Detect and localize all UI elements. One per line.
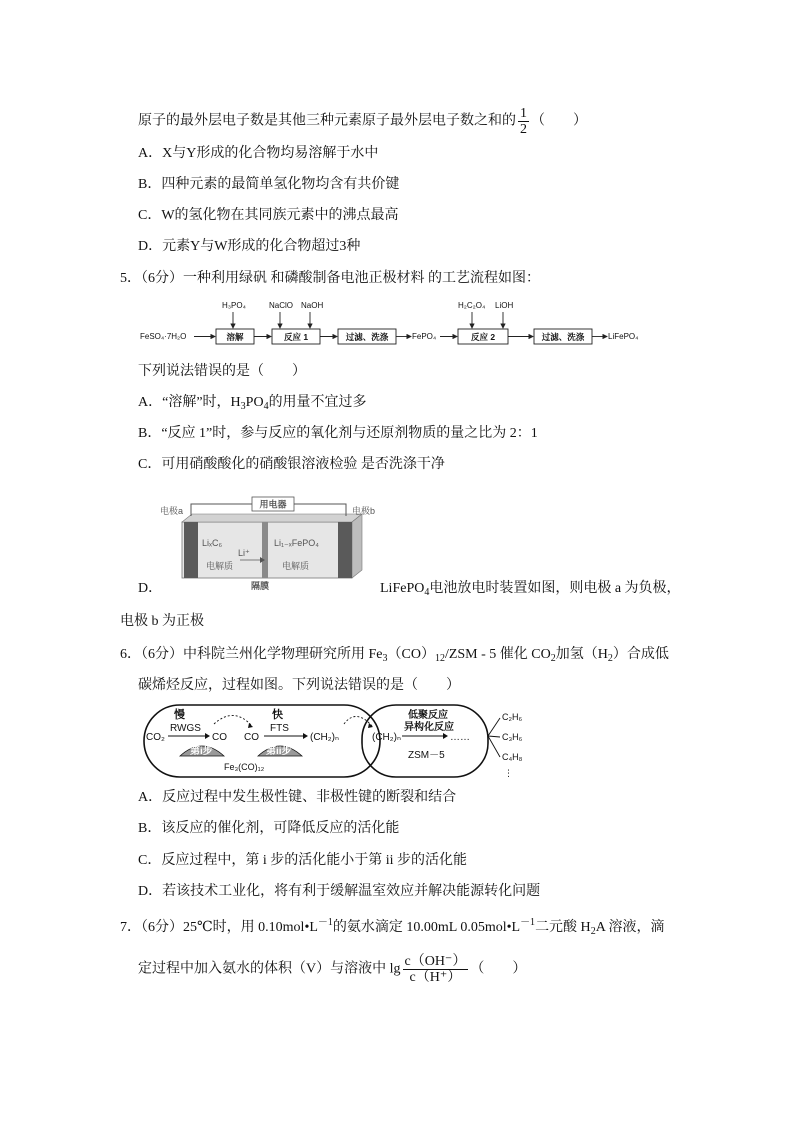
battery-device: 用电器 xyxy=(259,499,287,510)
flow-reagent-h2c2o4: H₂C₂O₄ xyxy=(458,301,486,310)
battery-ion: Li⁺ xyxy=(238,548,250,558)
q4-option-b: B．四种元素的最简单氢化物均含有共价键 xyxy=(138,177,400,192)
flow-start: FeSO₄·7H₂O xyxy=(140,332,187,341)
diag-step1: 第i步 xyxy=(190,746,213,757)
battery-left-material: LiₓC₆ xyxy=(202,538,223,548)
q5-option-d-text: LiFePO$_4$电池放电时装置如图，则电极 a 为负极， xyxy=(380,581,681,598)
q6-option-a: A．反应过程中发生极性键、非极性键的断裂和结合 xyxy=(138,790,457,805)
diag-low-olefin: 低聚反应 xyxy=(408,710,448,721)
diag-co-a: CO xyxy=(212,732,227,743)
flow-reagent-lioh: LiOH xyxy=(495,301,514,310)
flow-reagent-naclo: NaClO xyxy=(269,301,294,310)
battery-electrode-b: 电极b xyxy=(352,506,376,516)
flow-box-filter2: 过滤、洗涤 xyxy=(541,332,585,342)
diag-isomer: 异构化反应 xyxy=(404,722,454,733)
q5-prompt: 下列说法错误的是（ ） xyxy=(138,364,306,379)
diag-co-b: CO xyxy=(244,732,259,743)
flow-box-dissolve: 溶解 xyxy=(226,332,244,342)
battery-electrode-a: 电极a xyxy=(160,506,184,516)
flow-box-reaction2: 反应 2 xyxy=(470,332,496,342)
q5-option-d-line2: 电极 b 为正极 xyxy=(120,614,204,629)
diag-step2: 第ii步 xyxy=(266,746,292,757)
diag-catalyst: Fe₃(CO)₁₂ xyxy=(224,762,265,772)
flow-end: LiFePO₄ xyxy=(608,332,639,341)
diag-prod2: C₃H₆ xyxy=(502,732,523,742)
diag-ch2n-b: (CH₂)ₙ xyxy=(372,732,401,743)
q6-stem-line1: 6．（6分）中科院兰州化学物理研究所用 $Fe_3(CO)_{12}$/ZSM - 5 催化 $CO_2$加氢$(H_2)$合成低 xyxy=(120,647,669,664)
q4-option-c: C．W的氢化物在其同族元素中的沸点最高 xyxy=(138,208,399,223)
flow-reagent-naoh: NaOH xyxy=(301,301,324,310)
flow-reagent-h3po4: H₃PO₄ xyxy=(222,301,246,310)
q4-option-a: A．X与Y形成的化合物均易溶解于水中 xyxy=(138,146,379,161)
diag-zsm: ZSM－5 xyxy=(408,750,445,761)
q6-stem-line2: 碳烯烃反应，过程如图。下列说法错误的是（ ） xyxy=(138,678,460,693)
diag-ch2n-a: (CH₂)ₙ xyxy=(310,732,339,743)
q7-fraction: $\frac{c(OH^-)}{c(H^+)}$ xyxy=(404,954,467,985)
q5-flow-diagram xyxy=(138,296,658,348)
q6-option-d: D．若该技术工业化，将有利于缓解温室效应并解决能源转化问题 xyxy=(138,884,541,899)
flow-box-filter1: 过滤、洗涤 xyxy=(345,332,389,342)
q5-option-b: B．“反应 1”时，参与反应的氧化剂与还原剂物质的量之比为 2：1 xyxy=(138,426,538,441)
diag-slow: 慢 xyxy=(174,709,185,721)
q5-option-a: A．“溶解”时，$H_3PO_4$的用量不宜过多 xyxy=(138,395,367,412)
flow-mid: FePO₄ xyxy=(412,332,437,341)
q5-stem: 5．（6分）一种利用绿矾 和磷酸制备电池正极材料 的工艺流程如图： xyxy=(120,271,540,286)
q6-option-b: B．该反应的催化剂，可降低反应的活化能 xyxy=(138,821,400,836)
q4-stem: 原子的最外层电子数是其他三种元素原子最外层电子数之和的 $\frac{1}{2}$ （ ） xyxy=(138,106,587,137)
q7-stem-line1: 7．（6分）25℃时，用 $0.10mol•L^{-1}$的氨水滴定 10.00mL $0.05mol•L^{-1}$二元酸 $H_2A$ 溶液，滴 xyxy=(120,917,665,937)
q6-process-diagram xyxy=(140,702,540,786)
battery-electrolyte-left: 电解质 xyxy=(206,561,234,571)
q5-battery-diagram xyxy=(160,496,386,592)
diag-dots: …… xyxy=(450,732,470,743)
fraction-half: $\frac{1}{2}$ xyxy=(520,106,527,137)
battery-right-material: Li₁₋ₓFePO₄ xyxy=(274,538,319,548)
battery-electrolyte-right: 电解质 xyxy=(282,561,310,571)
q7-stem-line2: 定过程中加入氨水的体积（V）与溶液中 lg $\frac{c(OH^-)}{c(H^+)}$ （ ） xyxy=(138,954,527,985)
diag-co2: CO₂ xyxy=(146,732,165,743)
diag-prod4: ⋮ xyxy=(504,768,513,778)
diag-fts: FTS xyxy=(270,723,289,734)
diag-prod1: C₂H₆ xyxy=(502,712,523,722)
battery-membrane: 隔膜 xyxy=(250,581,270,591)
q4-option-d: D．元素Y与W形成的化合物超过3种 xyxy=(138,239,361,254)
diag-rwgs: RWGS xyxy=(170,723,201,734)
diag-prod3: C₄H₈ xyxy=(502,752,523,762)
q5-option-c: C．可用硝酸酸化的硝酸银溶液检验 是否洗涤干净 xyxy=(138,457,445,472)
q5-option-d-label: D． xyxy=(138,581,163,596)
q6-option-c: C．反应过程中，第 i 步的活化能小于第 ii 步的活化能 xyxy=(138,853,468,868)
flow-box-reaction1: 反应 1 xyxy=(283,332,309,342)
diag-fast: 快 xyxy=(272,709,283,721)
